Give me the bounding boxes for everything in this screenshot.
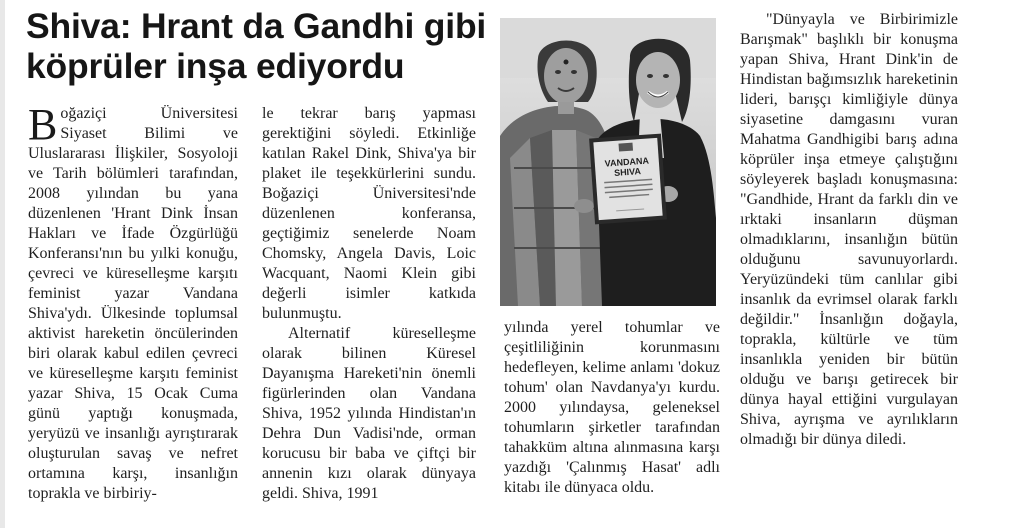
column-4-text: "Dünyayla ve Birbirimizle Barışmak" başlıklı bir konuşma yapan Shiva, Hrant Dink'in de Hindistan bağımsızlık hareketinin lideri, barışçı kimliğiyle dünya siyasetine damgasını vuran Mahatma Gandhigibi barış adına köprüler inşa etmeye çalıştığını söyleyerek başladı konuşmasına: "Gandhide, Hrant da farklı din ve ırktaki insanların düşman olmadıklarını, insanlığın bütün olduğunu savunuyorlardı. Yeryüzündeki tüm canlılar gibi insanlık da evrimsel olarak farklı değildir." İnsanlığın doğayla, toprakla, kültürle ve tüm insanlıkla yeniden bir bütün olduğu ve barışı getirecek bir dünya hayal ettiğini vurgulayan Shiva, ayrışma ve ayrılıkların olmadığı bir dünya diledi. [740, 11, 958, 448]
drop-cap: B [28, 104, 58, 149]
column-3-text: yılında yerel tohumlar ve çeşitliliğinin korunmasını hedefleyen, kelime anlamı 'dokuz tohum' olan Navdanya'yı kurdu. 2000 yılındaysa, geleneksel tohumların şirketler tarafından tahakküm altına alınmasına karşı yazdığı 'Çalınmış Hasat' adlı kitabı ile dünyaca oldu. [504, 319, 720, 496]
plaque [589, 134, 667, 225]
article-column-4 [740, 10, 958, 528]
column-2-paragraph-2: Alternatif küreselleşme olarak bilinen Küresel Dayanışma Hareketi'nin önemli figürlerinden olan Vandana Shiva, 1952 yılında Hindistan'ın Dehra Dun Vadisi'nde, orman korucusu bir baba ve çiftçi bir annenin kızı olarak dünyaya geldi. Shiva, 1991 [262, 325, 476, 502]
plaque-title-line-2: SHIVA [613, 166, 642, 178]
article-column-1 [28, 104, 238, 528]
plaque-title-line-1: VANDANA [604, 155, 650, 169]
article-photo [500, 18, 716, 306]
column-2-paragraph-1: le tekrar barış yapması gerektiğini söyledi. Etkinliğe katılan Rakel Dink, Shiva'ya bir plaket ile teşekkürlerini sundu. Boğaziçi Üniversitesi'nde düzenlenen konferansa, geçtiğimiz senelerde Noam Chomsky, Angela Davis, Loic Wacquant, Naomi Klein gibi değerli isimler katkıda bulunmuştu. [262, 105, 476, 322]
column-1-text: oğaziçi Üniversitesi Siyaset Bilimi ve Uluslararası İlişkiler, Sosyoloji ve Tarih bölümleri tarafından, 2008 yılından bu yana düzenlenen 'Hrant Dink İnsan Hakları ve İfade Özgürlüğü Konferansı'nın bu yılki konuğu, çevreci ve küreselleşme karşıtı feminist yazar Vandana Shiva'ydı. Ülkesinde toplumsal aktivist hareketin öncülerinden biri olarak kabul edilen çevreci ve küreselleşme karşıtı feminist yazar Shiva, 15 Ocak Cuma günü yaptığı konuşmada, yeryüzü ve insanlığı ayrıştırarak oluşturulan savaş ve nefret ortamına karşı, insanlığın toprakla ve birbiriy- [28, 105, 238, 502]
article-column-2 [262, 104, 476, 528]
article-column-3 [504, 318, 720, 528]
page-edge-shadow [0, 0, 5, 528]
headline: Shiva: Hrant da Gandhi gibi köprüler inşa ediyordu [26, 6, 487, 86]
